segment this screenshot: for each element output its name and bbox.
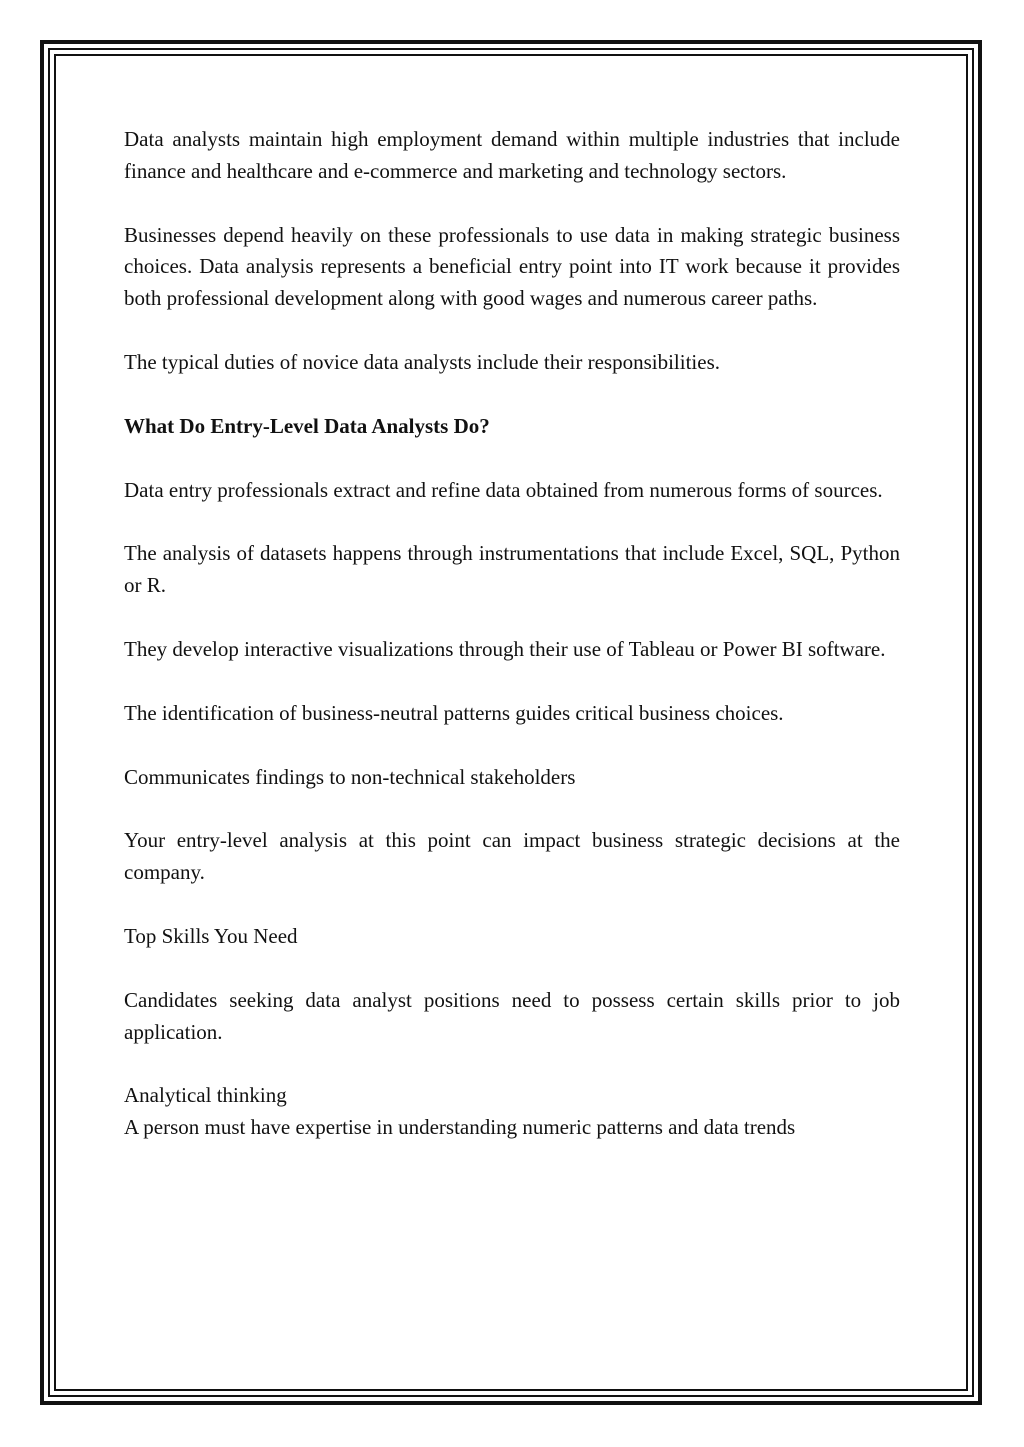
document-body: [124, 124, 900, 1144]
paragraph-candidates: Candidates seeking data analyst positions need to possess certain skills prior to job application.: [124, 987, 900, 1044]
section-label-top-skills: Top Skills You Need: [124, 923, 298, 948]
paragraph-patterns: The identification of business-neutral patterns guides critical business choices.: [124, 700, 784, 725]
paragraph-data-entry: Data entry professionals extract and refine data obtained from numerous forms of sources.: [124, 477, 883, 502]
paragraph-visualizations: They develop interactive visualizations through their use of Tableau or Power BI software.: [124, 636, 886, 661]
paragraph-industries: Data analysts maintain high employment demand within multiple industries that include finance and healthcare and e-commerce and marketing and technology sectors.: [124, 127, 900, 183]
paragraph-businesses: Businesses depend heavily on these professionals to use data in making strategic business choices. Data analysis represents a beneficial entry point into IT work because it provides both professional development along with good wages and numerous career paths.: [124, 222, 900, 311]
paragraph-analysis-tools: The analysis of datasets happens through instrumentations that include Excel, SQL, Python or R.: [124, 541, 900, 598]
paragraph-communicates: Communicates findings to non-technical stakeholders: [124, 764, 576, 789]
skill-title-analytical-thinking: Analytical thinking: [124, 1083, 287, 1108]
paragraph-typical-duties: The typical duties of novice data analysts include their responsibilities.: [124, 349, 721, 374]
skill-description-analytical: A person must have expertise in understanding numeric patterns and data trends: [124, 1115, 796, 1140]
paragraph-impact: Your entry-level analysis at this point can impact business strategic decisions at the company.: [124, 828, 900, 885]
section-heading-entry-level: What Do Entry-Level Data Analysts Do?: [124, 413, 490, 438]
